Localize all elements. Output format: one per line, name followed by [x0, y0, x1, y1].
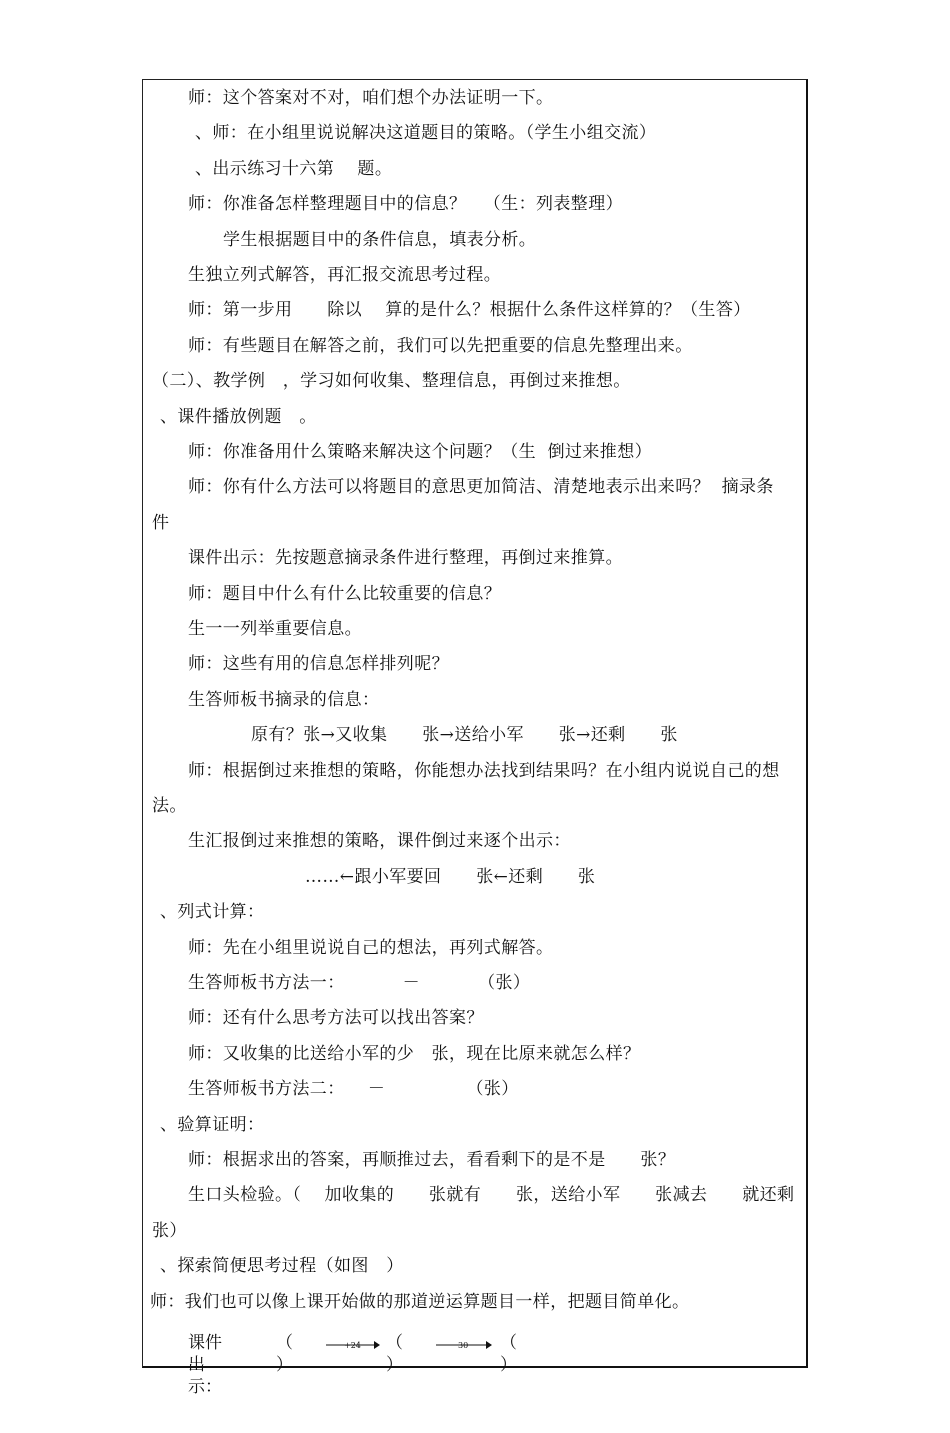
- text-line: 师：你有什么方法可以将题目的意思更加简洁、清楚地表示出来吗？ 摘录条: [188, 477, 774, 497]
- text-line: 师：这个答案对不对，咱们想个办法证明一下。: [188, 88, 554, 108]
- text-line: 师：先在小组里说说自己的想法，再列式解答。: [188, 938, 554, 958]
- section-heading: （二）、教学例 ，学习如何收集、整理信息，再倒过来推想。: [152, 371, 631, 391]
- text-line: 师：题目中什么有什么比较重要的信息？: [188, 584, 502, 604]
- text-line: 师：这些有用的信息怎样排列呢？: [188, 654, 449, 674]
- blank-box: （ ）: [386, 1333, 403, 1375]
- text-line: 、课件播放例题 。: [160, 407, 317, 427]
- text-line: 生一一列举重要信息。: [188, 619, 362, 639]
- text-line: 师：你准备用什么策略来解决这个问题？（生 倒过来推想）: [188, 442, 653, 462]
- text-line: 师：又收集的比送给小军的少 张，现在比原来就怎么样？: [188, 1044, 641, 1064]
- text-line: 生答师板书摘录的信息：: [188, 690, 380, 710]
- info-chain: 原有？张→又收集 张→送给小军 张→还剩 张: [251, 725, 678, 745]
- text-line: 师：有些题目在解答之前，我们可以先把重要的信息先整理出来。: [188, 336, 693, 356]
- text-line: 生口头检验。（ 加收集的 张就有 张，送给小军 张减去 就还剩: [188, 1185, 795, 1205]
- blank-box: （ ）: [500, 1333, 517, 1375]
- text-line: 法。: [152, 796, 187, 816]
- text-line: 、验算证明：: [160, 1115, 265, 1135]
- arrow-label: 30: [458, 1341, 469, 1350]
- arrow-30: [436, 1332, 492, 1354]
- text-line: 生答师板书方法二： － （张）: [188, 1079, 519, 1099]
- text-line: 师：根据求出的答案，再顺推过去，看看剩下的是不是 张？: [188, 1150, 676, 1170]
- text-line: 课件出示：先按题意摘录条件进行整理，再倒过来推算。: [188, 548, 623, 568]
- text-line: 师：根据倒过来推想的策略，你能想办法找到结果吗？在小组内说说自己的想: [188, 761, 780, 781]
- text-line: 、探索简便思考过程（如图 ）: [160, 1256, 404, 1276]
- text-line: 师：我们也可以像上课开始做的那道逆运算题目一样，把题目简单化。: [150, 1292, 690, 1312]
- text-line: 师：你准备怎样整理题目中的信息？ （生：列表整理）: [188, 194, 624, 214]
- text-line: 生汇报倒过来推想的策略，课件倒过来逐个出示：: [188, 831, 571, 851]
- text-line: 学生根据题目中的条件信息，填表分析。: [223, 230, 537, 250]
- reverse-chain: ……←跟小军要回 张←还剩 张: [305, 867, 596, 887]
- text-line: 、师：在小组里说说解决这道题目的策略。（学生小组交流）: [195, 123, 657, 143]
- text-line: 、列式计算：: [160, 902, 265, 922]
- arrow-label: +24: [344, 1341, 361, 1350]
- blank-box: （ ）: [276, 1333, 293, 1375]
- arrow-plus-24: [326, 1332, 380, 1354]
- courseware-label: 课件出示：: [188, 1333, 222, 1397]
- text-line: 师：第一步用 除以 算的是什么？根据什么条件这样算的？（生答）: [188, 300, 751, 320]
- text-line: 、出示练习十六第 题。: [195, 159, 393, 179]
- text-line: 生独立列式解答，再汇报交流思考过程。: [188, 265, 502, 285]
- text-line: 张）: [152, 1221, 187, 1241]
- text-line: 师：还有什么思考方法可以找出答案？: [188, 1008, 484, 1028]
- text-line: 生答师板书方法一： － （张）: [188, 973, 531, 993]
- text-line: 件: [152, 513, 170, 533]
